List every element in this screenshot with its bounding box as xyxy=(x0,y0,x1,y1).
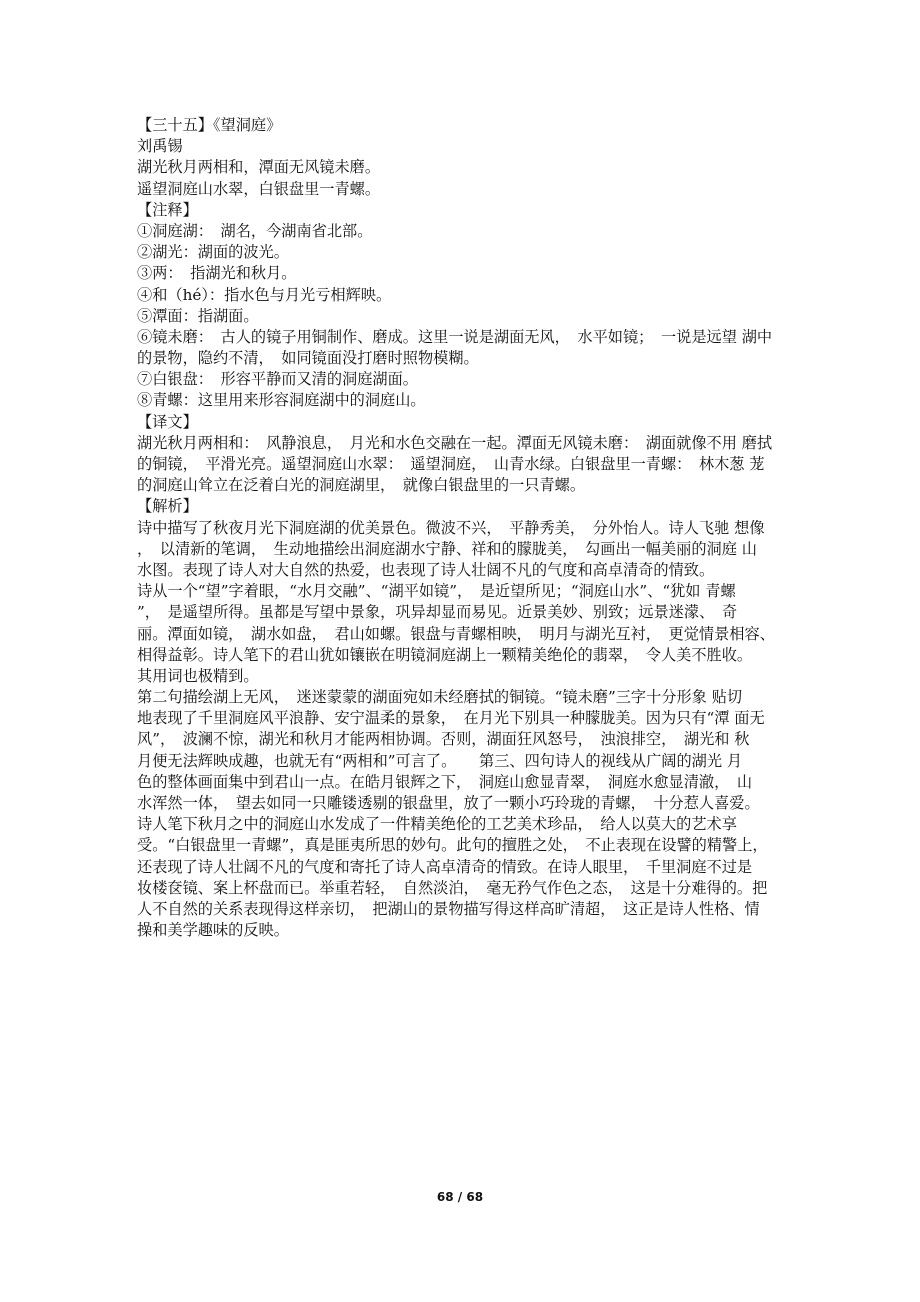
analysis-line: 相得益彰。诗人笔下的君山犹如镶嵌在明镜洞庭湖上一颗精美绝伦的翡翠， 令人美不胜收。 xyxy=(137,645,753,664)
note-line: 的景物，隐约不清， 如同镜面没打磨时照物模糊。 xyxy=(137,349,479,368)
note-line: ④和（hé）：指水色与月光亏相辉映。 xyxy=(137,285,392,304)
translation-line: 湖光秋月两相和： 风静浪息， 月光和水色交融在一起。潭面无风镜未磨： 湖面就像不用 磨拭 xyxy=(137,433,773,452)
analysis-heading: 【解析】 xyxy=(137,497,198,516)
analysis-line: 还表现了诗人壮阔不凡的气度和寄托了诗人高卓清奇的情致。在诗人眼里， 千里洞庭不过是 xyxy=(137,857,753,876)
analysis-line: 诗人笔下秋月之中的洞庭山水发成了一件精美绝伦的工艺美术珍品， 给人以莫大的艺术享 xyxy=(137,815,737,834)
note-line: ③两： 指湖光和秋月。 xyxy=(137,264,297,283)
author: 刘禹锡 xyxy=(137,137,183,156)
analysis-line: 诗从一个“望”字着眼，“水月交融”、“湖平如镜”， 是近望所见；“洞庭山水”、“犹如 青螺 xyxy=(137,582,736,601)
note-line: ⑥镜未磨： 古人的镜子用铜制作、磨成。这里一说是湖面无风， 水平如镜； 一说是远望 湖中 xyxy=(137,327,773,346)
analysis-line: 其用词也极精到。 xyxy=(137,666,259,685)
poem-line: 遥望洞庭山水翠，白银盘里一青螺。 xyxy=(137,179,380,198)
note-line: ⑧青螺：这里用来形容洞庭湖中的洞庭山。 xyxy=(137,391,426,410)
analysis-line: 水浑然一体， 望去如同一只雕镂透剔的银盘里，放了一颗小巧玲珑的青螺， 十分惹人喜爱。 xyxy=(137,794,760,812)
translation-heading: 【译文】 xyxy=(137,412,198,431)
analysis-line: ”， 是遥望所得。虽都是写望中景象，巩异却显而易见。近景美妙、别致；远景迷濛、 奇 xyxy=(137,603,738,622)
poem-line: 湖光秋月两相和，潭面无风镜未磨。 xyxy=(137,158,380,177)
note-line: ⑤潭面：指湖面。 xyxy=(137,306,259,325)
notes-heading: 【注释】 xyxy=(137,200,198,219)
section-title: 【三十五】《望洞庭》 xyxy=(137,116,282,134)
note-line: ⑦白银盘： 形容平静而又清的洞庭湖面。 xyxy=(137,370,418,389)
analysis-line: 诗中描写了秋夜月光下洞庭湖的优美景色。微波不兴， 平静秀美， 分外怡人。诗人飞驰 想像 xyxy=(137,518,765,537)
analysis-line: ， 以清新的笔调， 生动地描绘出洞庭湖水宁静、祥和的朦胧美， 勾画出一幅美丽的洞庭 山 xyxy=(137,539,757,558)
analysis-line: 丽。潭面如镜， 湖水如盘， 君山如螺。银盘与青螺相映， 明月与湖光互衬， 更觉情景相容、 xyxy=(137,624,775,643)
analysis-line: 第二句描绘湖上无风， 迷迷蒙蒙的湖面宛如未经磨拭的铜镜。“镜未磨”三字十分形象 贴切 xyxy=(137,688,743,707)
page-number: 68 / 68 xyxy=(436,1190,484,1204)
analysis-line: 操和美学趣味的反映。 xyxy=(137,921,289,940)
translation-line: 的铜镜， 平滑光亮。遥望洞庭山水翠： 遥望洞庭， 山青水绿。白银盘里一青螺： 林木葱 茏 xyxy=(137,455,765,473)
note-line: ②湖光：湖面的波光。 xyxy=(137,243,289,262)
analysis-line: 风”， 波澜不惊，湖光和秋月才能两相协调。否则，湖面狂风怒号， 浊浪排空， 湖光和 秋 xyxy=(137,730,750,749)
analysis-line: 月便无法辉映成趣，也就无有“两相和”可言了。 第三、四句诗人的视线从广阔的湖光 月 xyxy=(137,751,743,770)
analysis-line: 地表现了千里洞庭风平浪静、安宁温柔的景象， 在月光下别具一种朦胧美。因为只有“潭 面无 xyxy=(137,709,765,728)
document-body xyxy=(137,115,797,941)
analysis-line: 水图。表现了诗人对大自然的热爱，也表现了诗人壮阔不凡的气度和高卓清奇的情致。 xyxy=(137,560,715,579)
analysis-line: 色的整体画面集中到君山一点。在皓月银辉之下， 洞庭山愈显青翠， 洞庭水愈显清澈， 山 xyxy=(137,772,753,791)
analysis-line: 人不自然的关系表现得这样亲切， 把湖山的景物描写得这样高旷清超， 这正是诗人性格、情 xyxy=(137,899,760,918)
translation-line: 的洞庭山耸立在泛着白光的洞庭湖里， 就像白银盘里的一只青螺。 xyxy=(137,476,586,495)
analysis-line: 妆楼奁镜、案上杯盘而已。举重若轻， 自然淡泊， 毫无矜气作色之态， 这是十分难得的。把 xyxy=(137,878,768,897)
note-line: ①洞庭湖： 湖名，今湖南省北部。 xyxy=(137,221,373,240)
analysis-line: 受。“白银盘里一青螺”，真是匪夷所思的妙句。此句的擅胜之处， 不止表现在设譬的精警上， xyxy=(137,836,768,855)
